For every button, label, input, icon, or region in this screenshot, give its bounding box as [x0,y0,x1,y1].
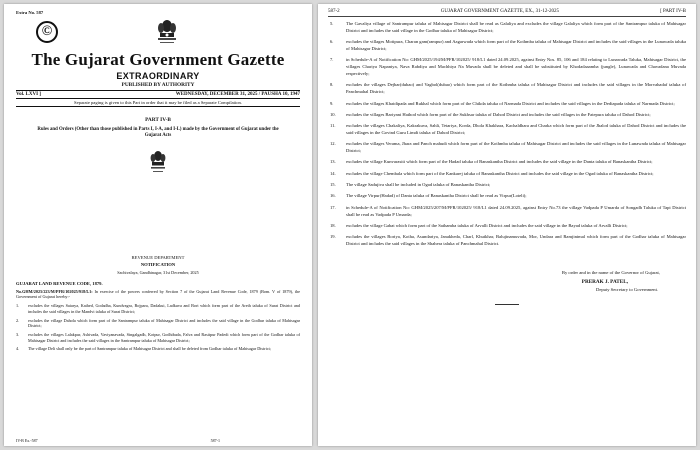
state-emblem-icon [147,149,169,175]
part-heading: PART IV-B [145,117,171,123]
part-label: [ PART IV-B [660,9,686,14]
notification-label: NOTIFICATION [140,262,176,268]
list-item: 14. excludes the village Chembala which form part of the Kankarej taluka of Banaskantha District and includes the said village in the Ogad taluka of Banaskantha District; [330,170,654,176]
signer-title: Deputy Secretary to Government. [596,286,658,292]
list-item: 11. excludes the villages Chakaliya, Kakrakuva, Sahli, Tetariya, Korda, Dhola Khakhara, Kachaldhara and Charka which form part of the Jhalod taluka of Dahod District and includes the said villages in the Govind Guru Limdi taluka of Dahod District; [330,123,686,136]
list-item: 17. in Schedule-A of Notification No: GHM/2025/207/M/PFR/102025/ 918/L1 dated 24.09.2025, against Entry No.73 the village Vadpada P Umarda of Songadh Taluka of Tapi District shall be read as Vadpada P Umarda; [330,204,686,217]
order-line: By order and in the name of the Governor of Gujarat, [561,269,660,275]
extra-number: Extra No. 587 [16,10,44,15]
separate-paging-note: Separate paging is given to this Part in order that it may be filed as a Separate Compilation. [16,99,300,107]
gazette-page-right [318,4,696,446]
list-item: 9. excludes the villages Khaidipada and Rukhal which form part of the Chikda taluka of Narmada District and includes the said villages in the Dediapada taluka of Narmada District; [330,100,675,106]
notification-intro [16,289,300,300]
act-title: GUJARAT LAND REVENUE CODE, 1879. [16,280,103,286]
department-name: REVENUE DEPARTMENT [131,254,185,260]
page-number: 587-2 [328,9,340,14]
gazette-title: The Gujarat Government Gazette [31,50,285,69]
running-header [328,9,686,17]
issue-date: WEDNESDAY, DECEMBER 31, 2025 / PAUSHA 10, 1947 [175,92,300,97]
list-item: 2. excludes the village Dahola which form part of the Santrampur taluka of Mahisagar District and includes the said village in the Godhar taluka of Mahisagar District; [16,317,300,329]
volume-date-bar [16,90,300,99]
page-number: 587-1 [210,438,220,443]
rules-heading: Rules and Orders (Other than those published in Parts I, I-A, and I-L) made by the Government of Gujarat under the Gujarat Acts [37,127,279,138]
running-title: GUJARAT GOVERNMENT GAZETTE, EX., 31-12-2025 [440,9,560,14]
left-clause-list [16,303,300,352]
list-item: 7. in Schedule-A of Notification No: GHM/2025/194/M/PFR/102025/ 918/L1 dated 24.09.2025, against Entry Nos. 85, 106 and 184 relating to Lunawada Taluka, Mahisagar District, the villages Chariya Napaniya, Nava Rabdiya and Machhiya Na Muvada shall be deleted and shall be substituted by Khodadaaamba (jungle), Lunawada and Chavadana Muvada respectively; [330,57,686,77]
list-item: 4. The village Deli shall only be the part of Santrampur taluka of Mahisagar District and shall be deleted from Godhar taluka of Mahisagar District; [16,346,271,352]
volume-label: Vol. LXVI ] [16,92,41,97]
list-item: 8. excludes the villages Dejbar(dubao) and Vagbol(dubao) which form part of the Kothmba taluka of Mahisagar District and includes the said villages in the Morvahadaf taluka of Panchmahal District; [330,82,686,95]
state-emblem-icon [152,17,182,47]
end-divider [495,304,519,305]
list-item: 12. excludes the villages Verama, Jhara and Panch mahudi which form part of the Kothmba taluka of Mahisagar District and includes the said villages in the Lunawada taluka of Mahisagar District; [330,141,686,154]
copyright-icon: © [36,21,58,43]
gazette-page-left [4,4,312,446]
list-item: 10. excludes the villages Bariyani Hathod which form part of the Sukhsar taluka of Dahod District and includes the said villages in the Fatepura taluka of Dahod District; [330,111,651,117]
list-item: 18. excludes the village Gabat which form part of the Sathamba taluka of Arvalli District and includes the said village in the Bayad taluka of Arvalli District; [330,222,628,228]
list-item: 3. excludes the villages Lalakpur, Ashivada, Vaviyanavada, Singalgadh, Kotpur, Godhibada, Falva and Rasitpur Padedi which form part of the Godhar taluka of Mahisagar District and includes the said villages in the Santrampur taluka of Mahisagar District; [16,331,300,343]
list-item: 5. The Gavaliya village of Santrampur taluka of Mahisagar District shall be read as Galaliya and excludes the village Galaliya which form part of the Santrampur taluka of Mahisagar District and includes the said village in the Godhar taluka of Mahisagar District; [330,21,686,33]
extraordinary-label: EXTRAORDINARY [116,71,200,81]
footer-code: IV-B Ex.-587 [16,438,38,443]
published-by-authority: PUBLISHED BY AUTHORITY [121,82,195,88]
signer-name: PRERAK J. PATEL, [581,278,628,285]
list-item: 15. The village Sadujiva shall be included in Ogad taluka of Banaskantha District; [330,182,491,188]
list-item: 6. excludes the villages Motipura, Charan gam(rampur) and Aagarwada which form part of the Kothmba taluka of Mahisagar District and includes the said villages in the Lunawada taluka of Mahisagar District; [330,39,686,52]
list-item: 1. excludes the villages Saiarya, Kathed, Godadha, Kundvagra, Bojpara, Dadakui, Ladkuva and Bori which form part of the Areth taluka of Surat District and includes the said villages in the Mandvi taluka of Surat District; [16,303,300,314]
notification-dateline: Sachivalaya, Gandhinagar, 31st December, 2025 [117,269,199,275]
list-item: 13. excludes the village Kunvarasiti which form part of the Hadad taluka of Banaskantha District and includes the said village in the Danta taluka of Banaskantha District; [330,159,653,165]
list-item: 16. The village Virpur(Hadad) of Danta taluka of Banaskantha District shall be read as Virpur(Loteli); [330,193,527,199]
masthead-emblems [16,17,300,47]
page-footer [16,438,300,443]
notification-number: No.GHM/2025/223/M/PFR/102025/918/L1: [16,288,93,294]
right-clause-list [328,21,686,265]
list-item: 19. excludes the villages Boriya, Kotha, Asundariya, Janakheda, Charl, Khutkhar, Balujinamuvada, Mor, Undara and Ramjinimal which form part of the Godhar taluka of Mahisagar District and includes the said villages in the Shahera taluka of Panchmahal District. [330,234,686,246]
notification-intro-text: In exercise of the powers conferred by Section 7 of the Gujarat Land Revenue Code, 1879 (Bom. V of 1879), the Government of Gujarat hereby:- [16,288,300,300]
